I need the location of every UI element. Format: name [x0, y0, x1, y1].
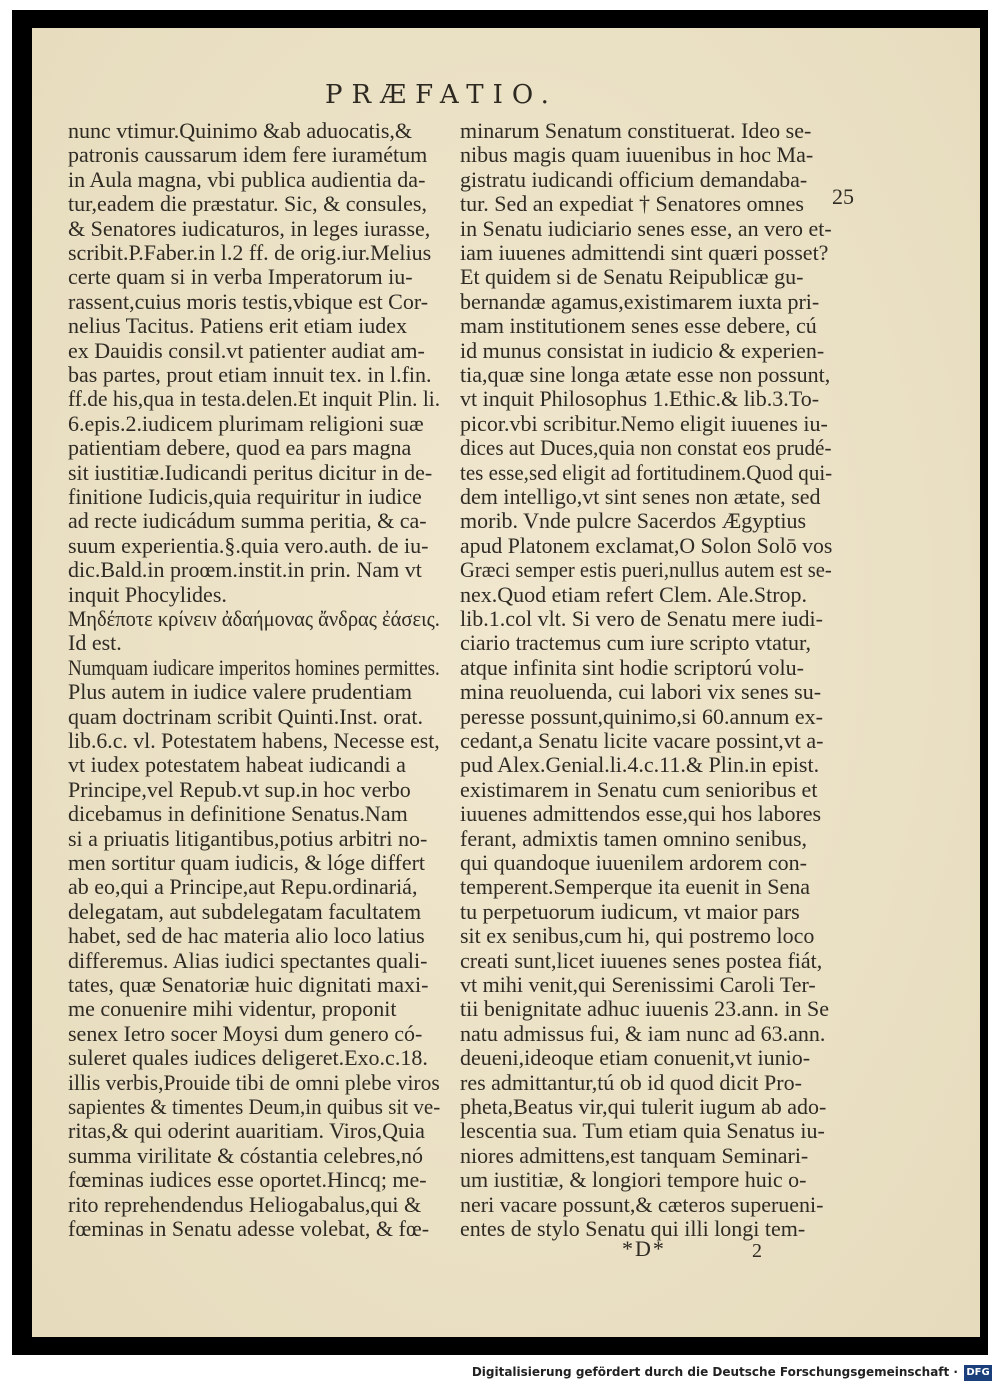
text-line: bernandæ agamus,existimarem iuxta pri- [460, 288, 820, 314]
text-line: vt iudex potestatem habeat iudicandi a [68, 752, 406, 778]
text-line: sit ex senibus,cum hi, qui postremo loco [460, 923, 815, 949]
text-line: finitione Iudicis,quia requiritur in iudice [68, 484, 422, 509]
text-line: me conuenire mihi videntur, proponit [68, 996, 397, 1022]
text-line: rito reprehendendus Heliogabalus,qui & [68, 1191, 422, 1217]
text-line: um iustitiæ, & longiori tempore huic o- [460, 1167, 807, 1193]
text-line: deueni,ideoque etiam conuenit,vt iunio- [460, 1045, 811, 1071]
text-line: 6.epis.2.iudicem plurimam religioni suæ [68, 410, 424, 436]
text-line: nunc vtimur.Quinimo &ab aduocatis,& [68, 118, 413, 143]
text-line: nelius Tacitus. Patiens erit etiam iudex [68, 313, 407, 339]
text-line: inquit Phocylides. [68, 581, 227, 607]
footer-credit: Digitalisierung gefördert durch die Deutsche Forschungsgemeinschaft · [471, 1365, 958, 1379]
text-line: id munus consistat in iudicio & experien- [460, 337, 825, 363]
text-line: entes de stylo Senatu qui illi longi tem- [460, 1216, 806, 1241]
text-line: morib. Vnde pulcre Sacerdos Ægyptius [460, 508, 807, 534]
running-head: PRÆFATIO. [325, 80, 558, 110]
text-line: creati sunt,licet iuuenes senes postea fiát, [460, 947, 823, 973]
text-line: in Senatu iudiciario senes esse, an vero et- [460, 215, 832, 241]
text-line: lib.1.col vlt. Si vero de Senatu mere iudi- [460, 606, 823, 631]
text-line: tia,quæ sine longa ætate esse non possunt, [460, 362, 831, 387]
text-line: tii benignitate adhuc iuuenis 23.ann. in Se [460, 996, 830, 1022]
text-line: delegatam, aut subdelegatam facultatem [68, 898, 422, 924]
text-line: dicebamus in definitione Senatus.Nam [68, 801, 408, 827]
text-line: si a priuatis litigantibus,potius arbitri no- [68, 825, 428, 851]
text-line: ff.de his,qua in testa.delen.Et inquit Plin. li. [68, 386, 441, 412]
text-line: lescentia sua. Tum etiam quia Senatus iu- [460, 1118, 825, 1144]
text-line: qui quandoque iuuenilem ardorem con- [460, 850, 808, 875]
text-line: quam doctrinam scribit Quinti.Inst. orat. [68, 703, 423, 729]
text-line: dices aut Duces,quia non constat eos prudé- [460, 435, 832, 461]
footer-bar [0, 1362, 1000, 1385]
text-line: ritas,& qui oderint auaritiam. Viros,Quia [68, 1118, 425, 1144]
text-line: suleret quales iudices deligeret.Exo.c.18. [68, 1045, 428, 1071]
text-line: men sortitur quam iudicis, & lóge differt [68, 850, 426, 875]
catchword-number: 2 [752, 1240, 762, 1262]
text-line: tu perpetuorum iudicum, vt maior pars [460, 898, 800, 924]
text-line: certe quam si in verba Imperatorum iu- [68, 264, 413, 290]
text-line: niores admittens,est tanquam Seminari- [460, 1142, 809, 1168]
text-line: Et quidem si de Senatu Reipublicæ gu- [460, 264, 804, 290]
text-line: picor.vbi scribitur.Nemo eligit iuuenes iu- [460, 410, 828, 436]
text-line: nibus magis quam iuuenibus in hoc Ma- [460, 142, 814, 168]
text-line: existimarem in Senatu cum senioribus et [460, 776, 818, 802]
text-line: patientiam debere, quod ea pars magna [68, 435, 412, 461]
text-line: senex Ietro socer Moysi dum genero có- [68, 1020, 423, 1046]
text-line: fœminas in Senatu adesse volebat, & fœ- [68, 1216, 430, 1241]
text-line: Id est. [68, 630, 122, 656]
text-line: fœminas iudices esse oportet.Hincq; me- [68, 1167, 427, 1193]
text-line: ciario tractemus cum iure scripto vtatur, [460, 630, 811, 656]
text-line: gistratu iudicandi officium demandaba- [460, 166, 808, 192]
text-line: ab eo,qui a Principe,aut Repu.ordinariá, [68, 874, 418, 900]
text-line: iam iuuenes admittendi sint quæri posset? [460, 240, 829, 265]
text-line: pheta,Beatus vir,qui tulerit iugum ab ado- [460, 1094, 827, 1119]
margin-number: 25 [832, 184, 854, 209]
text-line: neri vacare possunt,& cæteros superueni- [460, 1191, 824, 1217]
text-line: Græci semper estis pueri,nullus autem est se- [460, 557, 832, 583]
text-line: rassent,cuius moris testis,vbique est Cor- [68, 288, 429, 314]
text-line: minarum Senatum constituerat. Ideo se- [460, 118, 812, 143]
text-line: vt mihi venit,qui Serenissimi Caroli Ter- [460, 972, 816, 997]
text-line: apud Platonem exclamat,O Solon Solō vos [460, 532, 833, 558]
text-line: tes esse,sed eligit ad fortitudinem.Quod qui- [460, 459, 833, 485]
text-line: peresse possunt,quinimo,si 60.annum ex- [460, 703, 823, 729]
text-line: & Senatores iudicaturos, in leges iurasse, [68, 215, 431, 241]
text-line: res admittantur,tú ob id quod dicit Pro- [460, 1069, 802, 1095]
text-line: tates, quæ Senatoriæ huic dignitati maxi- [68, 972, 429, 997]
text-line: atque infinita sint hodie scriptorú volu- [460, 654, 804, 680]
text-line: habet, sed de hac materia alio loco latius [68, 923, 425, 949]
text-line: illis verbis,Prouide tibi de omni plebe viros [68, 1069, 440, 1095]
text-line: vt inquit Philosophus 1.Ethic.& lib.3.To- [460, 386, 820, 412]
text-line: natu admissus fui, & iam nunc ad 63.ann. [460, 1020, 826, 1046]
text-line: sit iustitiæ.Iudicandi peritus dicitur in de- [68, 459, 433, 485]
signature-mark: *D* [622, 1236, 666, 1261]
text-line: scribit.P.Faber.in l.2 ff. de orig.iur.Melius [68, 240, 432, 265]
text-line: pud Alex.Genial.li.4.c.11.& Plin.in epist. [460, 752, 820, 778]
text-line: temperent.Semperque ita euenit in Sena [460, 874, 811, 900]
text-line: tur,eadem die præstatur. Sic, & consules, [68, 191, 427, 217]
text-line: in Aula magna, vbi publica audientia da- [68, 166, 426, 192]
text-line: differemus. Alias iudici spectantes quali- [68, 947, 428, 973]
text-line: suum experientia.§.quia vero.auth. de iu- [68, 532, 429, 558]
text-line: lib.6.c. vl. Potestatem habens, Necesse est, [68, 728, 440, 753]
dfg-logo-icon: DFG [964, 1365, 992, 1381]
text-line: mina reuoluenda, cui labori vix senes su- [460, 679, 822, 705]
text-line: mam institutionem senes esse debere, cú [460, 313, 817, 339]
text-line: nex.Quod etiam refert Clem. Ale.Strop. [460, 581, 808, 607]
text-line: Μηδέποτε κρίνειν ἀδαήμονας ἄνδρας ἐάσεις. [68, 606, 440, 631]
text-line: dic.Bald.in proœm.instit.in prin. Nam vt [68, 557, 422, 583]
text-line: patronis caussarum idem fere iuramétum [68, 142, 428, 168]
text-line: bas partes, prout etiam innuit tex. in l.fin. [68, 362, 432, 387]
text-line: Numquam iudicare imperitos homines permittes. [68, 654, 440, 680]
text-line: sapientes & timentes Deum,in quibus sit ve- [68, 1094, 441, 1119]
text-line: cedant,a Senatu licite vacare possint,vt a- [460, 728, 824, 753]
text-line: dem intelligo,vt sint senes non ætate, sed [460, 484, 821, 509]
text-line: ex Dauidis consil.vt patienter audiat am- [68, 337, 425, 363]
text-line: summa virilitate & cóstantia celebres,nó [68, 1142, 423, 1168]
text-line: tur. Sed an expediat † Senatores omnes [460, 191, 804, 217]
text-line: Plus autem in iudice valere prudentiam [68, 679, 412, 705]
text-line: Principe,vel Repub.vt sup.in hoc verbo [68, 776, 411, 802]
text-line: ad recte iudicádum summa peritia, & ca- [68, 508, 427, 534]
text-line: iuuenes admittendos esse,qui hos labores [460, 801, 822, 827]
text-line: ferant, admixtis tamen omnino senibus, [460, 825, 808, 851]
